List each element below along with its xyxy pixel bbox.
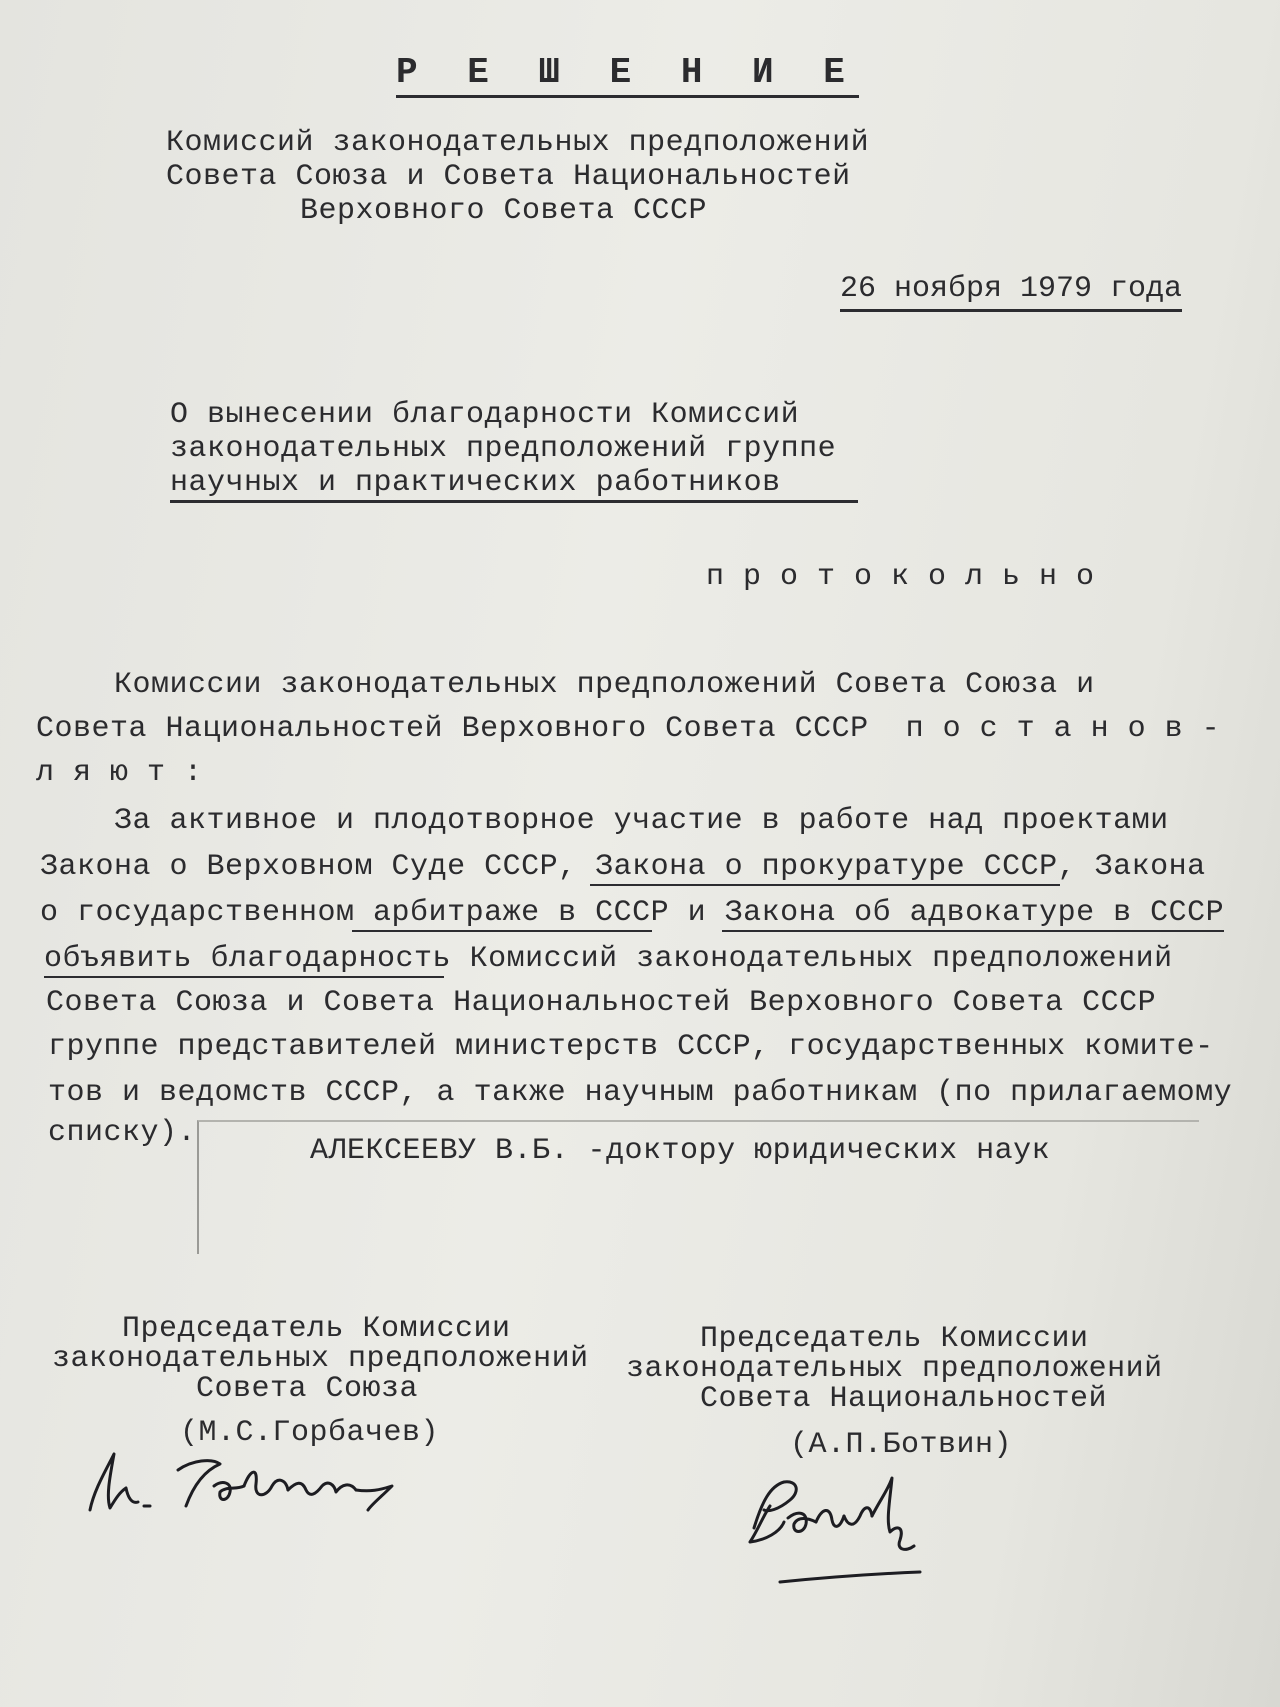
document-title: Р Е Ш Е Н И Е [396,52,859,98]
insert-text: АЛЕКСЕЕВУ В.Б. -доктору юридических наук [310,1134,1051,1168]
header-line-1: Комиссий законодательных предположений [166,126,870,160]
sign-right-name: (А.П.Ботвин) [790,1428,1013,1462]
handwritten-underline [352,930,652,932]
sign-right-line-3: Совета Национальностей [700,1382,1108,1416]
sign-right-line-1: Председатель Комиссии [700,1322,1089,1356]
body-line-7: объявить благодарность Комиссий законодательных предположений [44,942,1173,976]
header-line-2: Совета Союза и Совета Национальностей [166,160,851,194]
subject-line-1: О вынесении благодарности Комиссий [170,398,800,432]
handwritten-underline [590,884,1060,886]
header-line-3: Верховного Совета СССР [300,194,708,228]
body-line-8: Совета Союза и Совета Национальностей Верховного Совета СССР [46,986,1157,1020]
document-date: 26 ноября 1979 года [840,272,1182,312]
handwritten-underline [722,930,1224,932]
body-line-5: Закона о Верховном Суде СССР, Закона о прокуратуре СССР, Закона [40,850,1206,884]
subject-line-3: научных и практических работников [170,466,858,503]
body-line-11: списку). [48,1116,197,1150]
protocol-label: п р о т о к о л ь н о [706,560,1095,594]
body-line-6: о государственном арбитраже в СССР и Закона об адвокатуре в СССР [40,896,1225,930]
body-line-3: л я ю т : [36,756,203,790]
sign-left-line-3: Совета Союза [196,1372,419,1406]
body-line-4: За активное и плодотворное участие в работе над проектами [40,804,1169,838]
sign-left-line-1: Председатель Комиссии [122,1312,511,1346]
subject-line-2: законодательных предположений группе [170,432,837,466]
signature-gorbachev [80,1440,410,1530]
body-line-9: группе представителей министерств СССР, государственных комите- [48,1030,1214,1064]
sign-right-line-2: законодательных предположений [626,1352,1163,1386]
handwritten-underline [44,976,444,978]
body-line-10: тов и ведомств СССР, а также научным работникам (по прилагаемому [48,1076,1233,1110]
sign-left-line-2: законодательных предположений [52,1342,589,1376]
signature-botvin [740,1470,980,1600]
body-line-1: Комиссии законодательных предположений Совета Союза и [40,668,1095,702]
sign-left-name: (М.С.Горбачев) [180,1416,440,1450]
body-line-2: Совета Национальностей Верховного Совета СССР п о с т а н о в - [36,712,1221,746]
